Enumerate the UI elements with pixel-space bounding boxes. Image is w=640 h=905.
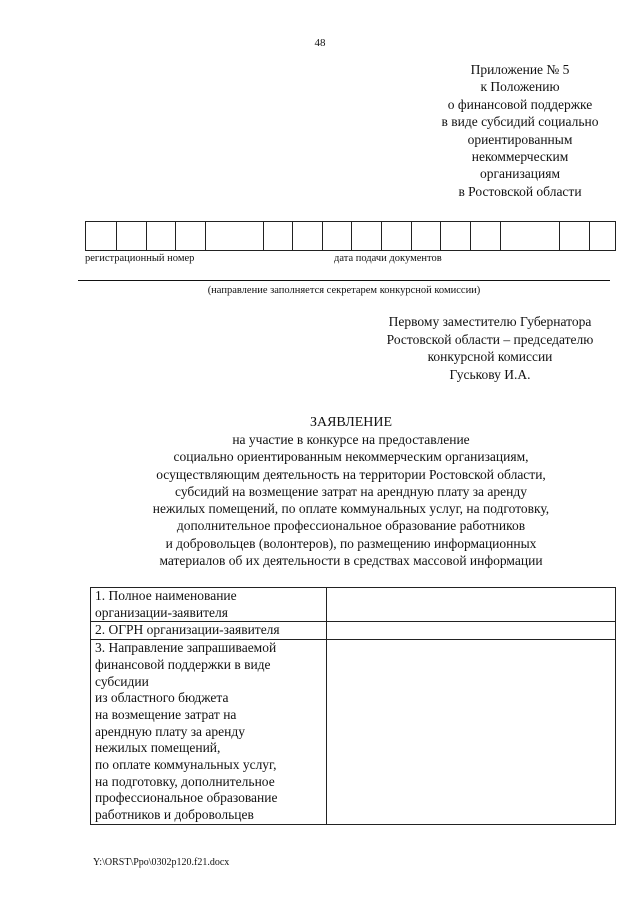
field-label-line: 1. Полное наименование <box>95 588 237 603</box>
statement-body <box>0 431 640 569</box>
appendix-line: о финансовой поддержке <box>447 96 593 112</box>
table-row <box>91 588 616 622</box>
addressee-line: Ростовской области – председателю <box>386 331 594 347</box>
appendix-line: Приложение № 5 <box>470 62 570 77</box>
grid-cell[interactable] <box>559 222 560 250</box>
appendix-line: некоммерческим <box>471 149 569 165</box>
field-label-line: финансовой поддержки в виде <box>95 656 271 672</box>
addressee-block <box>350 313 630 383</box>
addressee-line: конкурсной комиссии <box>427 349 553 364</box>
organization-name-value-cell[interactable] <box>327 588 616 622</box>
field-label-line: 3. Направление запрашиваемой <box>95 640 277 656</box>
divider-line <box>78 280 610 281</box>
appendix-line: организациям <box>479 166 560 182</box>
grid-cell[interactable] <box>116 222 117 250</box>
table-row <box>91 640 616 825</box>
field-label-line: организации-заявителя <box>95 604 228 620</box>
field-label-line: арендную плату за аренду <box>95 723 245 739</box>
footer-file-path: Y:\ORST\Ppo\0302p120.f21.docx <box>93 857 230 868</box>
grid-cell[interactable] <box>440 222 441 250</box>
field-label-line: на подготовку, дополнительное <box>95 773 275 789</box>
grid-cell[interactable] <box>589 222 590 250</box>
grid-cell[interactable] <box>500 222 501 250</box>
secretary-note: (направление заполняется секретарем конкурсной комиссии) <box>207 285 481 296</box>
appendix-line: ориентированным <box>467 131 573 147</box>
registration-grid[interactable] <box>85 221 616 251</box>
reg-number-label: регистрационный номер <box>85 253 195 264</box>
grid-cell[interactable] <box>351 222 352 250</box>
grid-cell[interactable] <box>322 222 323 250</box>
field-label-line: профессиональное образование <box>95 790 278 806</box>
page-number: 48 <box>314 37 326 49</box>
field-label-cell <box>91 640 327 825</box>
statement-line: субсидий на возмещение затрат на арендную плату за аренду <box>175 483 527 499</box>
field-label-line: нежилых помещений, <box>95 740 221 756</box>
statement-line: социально ориентированным некоммерческим организациям, <box>173 449 529 465</box>
field-label-cell <box>91 622 327 640</box>
field-label-line: 2. ОГРН организации-заявителя <box>95 622 280 638</box>
appendix-line: в Ростовской области <box>458 183 582 199</box>
statement-line: и добровольцев (волонтеров), по размещению информационных <box>165 535 537 551</box>
statement-line: дополнительное профессиональное образование работников <box>176 518 526 534</box>
support-direction-value-cell[interactable] <box>327 640 616 825</box>
table-row <box>91 622 616 640</box>
statement-line: нежилых помещений, по оплате коммунальных услуг, на подготовку, <box>152 501 550 517</box>
field-label-line: на возмещение затрат на <box>95 706 237 722</box>
field-label-line: из областного бюджета <box>95 690 229 706</box>
field-label-line: субсидии <box>95 673 149 689</box>
grid-cell[interactable] <box>292 222 293 250</box>
grid-cell[interactable] <box>263 222 264 250</box>
field-label-line: работников и добровольцев <box>95 807 254 823</box>
appendix-line: к Положению <box>480 79 560 95</box>
addressee-line: Первому заместителю Губернатора <box>388 314 592 329</box>
application-form-table <box>90 587 616 825</box>
grid-cell[interactable] <box>205 222 206 250</box>
grid-cell[interactable] <box>381 222 382 250</box>
grid-cell[interactable] <box>470 222 471 250</box>
appendix-line: в виде субсидий социально <box>441 114 599 130</box>
date-label: дата подачи документов <box>334 253 442 264</box>
ogrn-value-cell[interactable] <box>327 622 616 640</box>
appendix-header <box>420 61 620 200</box>
statement-line: осуществляющим деятельность на территории Ростовской области, <box>156 466 546 482</box>
addressee-line: Гуськову И.А. <box>449 366 531 382</box>
field-label-line: по оплате коммунальных услуг, <box>95 757 277 773</box>
grid-cell[interactable] <box>411 222 412 250</box>
statement-title: ЗАЯВЛЕНИЕ <box>309 415 393 430</box>
grid-cell[interactable] <box>146 222 147 250</box>
statement-line: материалов об их деятельности в средствах массовой информации <box>159 553 543 569</box>
statement-line: на участие в конкурсе на предоставление <box>232 432 470 447</box>
field-label-cell <box>91 588 327 622</box>
grid-cell[interactable] <box>175 222 176 250</box>
